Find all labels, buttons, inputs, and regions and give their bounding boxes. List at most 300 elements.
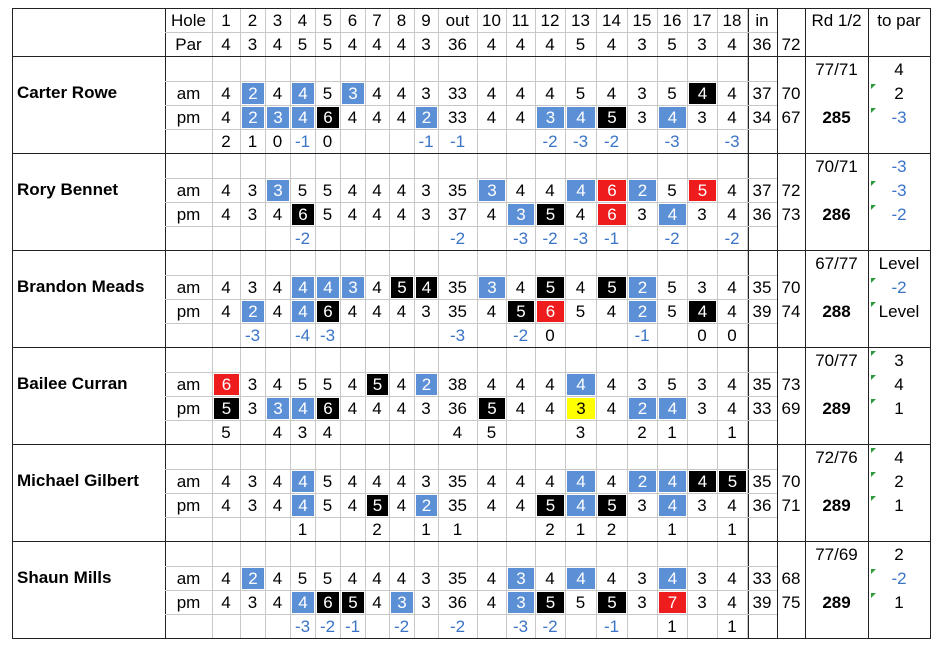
hole-score: 4 (347, 374, 358, 394)
hole-score: 6 (598, 180, 626, 201)
to-par-value: 1 (894, 592, 904, 612)
hole-score: 4 (606, 301, 617, 321)
hole-diff (365, 226, 389, 250)
hole-diff: -3 (512, 616, 529, 636)
hole-score: 4 (221, 301, 231, 321)
player-name: Bailee Curran (17, 374, 128, 393)
round-total: 68 (781, 568, 801, 588)
hole-header: Hole (171, 11, 206, 30)
hole-score: 5 (214, 398, 239, 419)
hole-diff: 1 (421, 519, 431, 539)
to-par-value: 1 (894, 398, 904, 418)
to-par-value: 2 (894, 544, 904, 564)
session-label: pm (176, 301, 201, 321)
in-total: 34 (752, 107, 772, 127)
hole-score: 4 (545, 83, 555, 103)
hole-score: 4 (727, 180, 737, 200)
hole-diff: 1 (667, 616, 677, 636)
hole-diff (535, 420, 565, 444)
hole-score: 4 (372, 180, 382, 200)
hole-score: 2 (242, 568, 264, 589)
hole-score: 3 (247, 592, 258, 612)
hole-score: 3 (697, 107, 707, 127)
hole-score: 3 (421, 204, 431, 224)
out-total: 35 (448, 277, 467, 297)
hole-diff: 1 (667, 519, 677, 539)
round-total: 70 (781, 83, 801, 103)
hole-score: 4 (396, 83, 407, 103)
hole-diff (212, 323, 240, 347)
hole-diff (477, 517, 506, 541)
par-total: 72 (781, 35, 801, 54)
round-total: 73 (781, 204, 801, 224)
hole-score: 5 (391, 277, 413, 298)
hole-score: 5 (297, 180, 308, 200)
hole-score: 4 (567, 107, 595, 128)
tournament-total: 289 (822, 592, 851, 612)
round-scores: 77/71 (815, 59, 858, 79)
hole-score: 5 (667, 301, 677, 321)
hole-score: 5 (667, 180, 677, 200)
hole-diff: -3 (244, 325, 261, 345)
hole-score: 3 (247, 398, 258, 418)
hole-diff (414, 323, 438, 347)
hole-diff (565, 614, 596, 638)
par-value: 4 (545, 35, 555, 54)
hole-score: 4 (372, 568, 382, 588)
hole-diff: -3 (572, 131, 589, 151)
hole-score: 5 (322, 495, 333, 515)
hole-score: 5 (667, 374, 677, 394)
hole-diff (340, 129, 365, 153)
hole-score: 2 (242, 301, 264, 322)
hole-score: 4 (272, 374, 283, 394)
to-par-value: Level (878, 301, 920, 321)
corner-flag-icon (871, 496, 876, 501)
hole-score: 4 (515, 495, 526, 515)
hole-number: 1 (221, 11, 231, 30)
hole-score: 4 (727, 301, 737, 321)
hole-score: 4 (347, 107, 358, 127)
hole-diff: -2 (542, 131, 558, 151)
hole-diff (240, 614, 265, 638)
hole-score: 5 (322, 180, 333, 200)
hole-score: 5 (575, 301, 586, 321)
out-total: 35 (448, 495, 467, 515)
to-par-value: 2 (894, 83, 904, 103)
hole-diff (340, 226, 365, 250)
round-total: 73 (781, 374, 801, 394)
session-label: am (176, 568, 201, 588)
hole-diff: -3 (572, 228, 589, 248)
hole-score: 4 (347, 204, 358, 224)
in-total: 37 (752, 83, 772, 103)
hole-score: 6 (598, 204, 626, 225)
hole-diff: -1 (634, 325, 650, 345)
hole-score: 5 (575, 83, 586, 103)
hole-score: 4 (292, 398, 314, 419)
hole-score: 4 (545, 568, 555, 588)
hole-number: 17 (692, 11, 712, 30)
hole-score: 6 (317, 592, 339, 613)
session-label: am (176, 471, 201, 491)
hole-score: 4 (606, 568, 617, 588)
hole-diff (365, 323, 389, 347)
hole-score: 3 (537, 107, 564, 128)
hole-diff: 2 (221, 131, 231, 151)
hole-score: 4 (515, 471, 526, 491)
hole-score: 4 (221, 107, 231, 127)
hole-score: 3 (637, 495, 647, 515)
in-total: 35 (752, 374, 772, 394)
hole-score: 3 (479, 277, 505, 298)
hole-diff: 5 (486, 422, 497, 442)
hole-score: 4 (272, 568, 283, 588)
par-value: 4 (221, 35, 231, 54)
hole-diff (315, 226, 340, 250)
hole-score: 4 (347, 301, 358, 321)
hole-score: 4 (292, 495, 314, 516)
round-total: 70 (781, 471, 801, 491)
to-par-value: -3 (891, 156, 907, 176)
hole-score: 4 (727, 277, 737, 297)
hole-diff: 1 (667, 422, 677, 442)
hole-diff: 2 (372, 519, 382, 539)
tournament-total: 289 (822, 398, 851, 418)
tournament-total: 289 (822, 495, 851, 515)
par-value: 3 (247, 35, 258, 54)
out-total: 37 (448, 204, 467, 224)
par-value: 3 (697, 35, 707, 54)
hole-diff (596, 420, 627, 444)
hole-number: 16 (662, 11, 682, 30)
hole-diff: 2 (606, 519, 617, 539)
par-value: 4 (372, 35, 382, 54)
hole-score: 2 (242, 83, 264, 104)
hole-diff (265, 226, 290, 250)
hole-number: 10 (482, 11, 501, 30)
corner-flag-icon (871, 278, 876, 283)
hole-score: 4 (515, 277, 526, 297)
hole-score: 4 (659, 204, 686, 225)
corner-flag-icon (871, 472, 876, 477)
hole-score: 2 (416, 107, 437, 128)
grid-line (930, 8, 931, 638)
hole-diff: -4 (294, 325, 311, 345)
hole-diff: -3 (664, 131, 680, 151)
player-name: Rory Bennet (17, 180, 119, 199)
hole-score: 4 (272, 204, 283, 224)
player-name: Shaun Mills (17, 568, 112, 587)
hole-score: 4 (727, 374, 737, 394)
hole-score: 5 (537, 495, 564, 516)
hole-score: 3 (479, 180, 505, 201)
out-diff: 4 (452, 422, 463, 442)
hole-score: 4 (659, 107, 686, 128)
hole-score: 4 (347, 568, 358, 588)
hole-diff (687, 517, 717, 541)
hole-score: 4 (689, 301, 716, 322)
hole-score: 4 (372, 107, 382, 127)
hole-score: 4 (727, 568, 737, 588)
hole-score: 4 (659, 495, 686, 516)
hole-score: 5 (598, 277, 626, 298)
in-total: 33 (752, 398, 772, 418)
hole-score: 5 (342, 592, 364, 613)
out-diff: -3 (449, 325, 466, 345)
out-total: 33 (448, 83, 467, 103)
out-total: 35 (448, 471, 467, 491)
hole-score: 7 (659, 592, 686, 613)
session-label: pm (176, 107, 201, 127)
hole-score: 5 (367, 495, 388, 516)
hole-number: 12 (540, 11, 560, 30)
hole-diff: 1 (575, 519, 586, 539)
to-par-header: to par (877, 11, 921, 30)
par-value: 4 (606, 35, 617, 54)
hole-score: 3 (267, 398, 289, 419)
hole-score: 4 (221, 495, 231, 515)
hole-score: 4 (567, 495, 595, 516)
hole-score: 4 (567, 374, 595, 395)
out-diff: -2 (449, 616, 466, 636)
hole-diff (477, 614, 506, 638)
hole-diff: 1 (727, 519, 737, 539)
hole-score: 5 (598, 107, 626, 128)
corner-flag-icon (871, 569, 876, 574)
in-total: 36 (752, 204, 772, 224)
hole-score: 4 (727, 83, 737, 103)
tournament-total: 285 (822, 107, 851, 127)
hole-score: 4 (515, 180, 526, 200)
hole-diff (477, 226, 506, 250)
hole-diff (477, 323, 506, 347)
hole-diff (389, 226, 414, 250)
hole-score: 4 (396, 495, 407, 515)
hole-score: 4 (396, 568, 407, 588)
hole-diff: -2 (393, 616, 410, 636)
player-name: Brandon Meads (17, 277, 145, 296)
hole-number: 15 (632, 11, 652, 30)
hole-score: 5 (322, 568, 333, 588)
hole-number: 4 (297, 11, 308, 30)
hole-score: 3 (342, 277, 364, 298)
hole-score: 3 (567, 398, 595, 419)
hole-score: 4 (221, 471, 231, 491)
hole-score: 5 (667, 83, 677, 103)
hole-diff (240, 420, 265, 444)
hole-number: 9 (421, 11, 431, 30)
hole-diff: 2 (637, 422, 647, 442)
hole-score: 3 (247, 374, 258, 394)
hole-diff: -2 (542, 228, 558, 248)
hole-score: 4 (221, 204, 231, 224)
hole-score: 4 (486, 374, 497, 394)
par-header: Par (175, 35, 202, 54)
in-total: 39 (752, 592, 772, 612)
round-total: 69 (781, 398, 801, 418)
hole-score: 4 (486, 495, 497, 515)
rounds-header: Rd 1/2 (811, 11, 862, 30)
hole-score: 5 (575, 592, 586, 612)
hole-score: 4 (292, 83, 314, 104)
player-name: Carter Rowe (17, 83, 118, 102)
hole-score: 4 (272, 83, 283, 103)
round-total: 71 (781, 495, 801, 515)
in-total: 33 (752, 568, 772, 588)
hole-score: 3 (637, 374, 647, 394)
par-value: 5 (575, 35, 586, 54)
hole-score: 2 (629, 277, 656, 298)
hole-score: 4 (659, 471, 686, 492)
hole-score: 3 (267, 107, 289, 128)
hole-score: 4 (515, 107, 526, 127)
hole-score: 3 (697, 204, 707, 224)
hole-score: 4 (347, 495, 358, 515)
hole-diff: 1 (247, 131, 258, 151)
hole-score: 4 (396, 374, 407, 394)
hole-diff (365, 129, 389, 153)
hole-score: 5 (598, 495, 626, 516)
hole-diff: -2 (542, 616, 558, 636)
hole-score: 4 (372, 83, 382, 103)
corner-flag-icon (871, 375, 876, 380)
hole-score: 4 (727, 495, 737, 515)
hole-score: 3 (697, 568, 707, 588)
round-scores: 77/69 (815, 544, 858, 564)
hole-score: 4 (372, 301, 382, 321)
hole-score: 3 (508, 568, 534, 589)
hole-score: 3 (697, 592, 707, 612)
hole-score: 5 (297, 568, 308, 588)
par-in: 36 (752, 35, 772, 54)
hole-diff: -1 (418, 131, 434, 151)
hole-diff (265, 614, 290, 638)
hole-score: 3 (421, 568, 431, 588)
hole-diff (687, 226, 717, 250)
hole-score: 4 (272, 495, 283, 515)
to-par-value: 4 (894, 447, 904, 467)
hole-score: 4 (292, 277, 314, 298)
hole-diff: -1 (603, 228, 620, 248)
hole-score: 4 (727, 592, 737, 612)
hole-score: 4 (396, 398, 407, 418)
hole-score: 4 (372, 277, 382, 297)
session-label: am (176, 83, 201, 103)
hole-score: 3 (637, 204, 647, 224)
hole-diff (506, 517, 535, 541)
hole-score: 5 (689, 180, 716, 201)
hole-score: 4 (486, 568, 497, 588)
hole-diff: -3 (294, 616, 311, 636)
hole-diff (265, 517, 290, 541)
hole-score: 4 (396, 301, 407, 321)
hole-number: 2 (247, 11, 258, 30)
hole-score: 4 (486, 204, 497, 224)
player-name: Michael Gilbert (17, 471, 139, 490)
hole-score: 3 (508, 204, 534, 225)
hole-score: 4 (292, 471, 314, 492)
hole-diff: 0 (322, 131, 333, 151)
hole-diff: 0 (545, 325, 555, 345)
hole-score: 4 (486, 301, 497, 321)
hole-score: 4 (515, 398, 526, 418)
hole-score: 4 (317, 277, 339, 298)
hole-diff (565, 323, 596, 347)
hole-score: 3 (421, 301, 431, 321)
hole-score: 5 (297, 374, 308, 394)
hole-diff (212, 614, 240, 638)
hole-score: 5 (322, 374, 333, 394)
session-label: pm (176, 204, 201, 224)
grid-line (12, 638, 931, 639)
hole-diff: 1 (727, 616, 737, 636)
round-total: 74 (781, 301, 801, 321)
hole-score: 4 (727, 204, 737, 224)
hole-score: 6 (537, 301, 564, 322)
par-value: 4 (486, 35, 497, 54)
par-value: 4 (727, 35, 737, 54)
in-total: 36 (752, 495, 772, 515)
hole-score: 3 (421, 83, 431, 103)
hole-diff: -3 (319, 325, 336, 345)
hole-score: 4 (372, 471, 382, 491)
hole-diff (365, 614, 389, 638)
hole-score: 4 (347, 398, 358, 418)
hole-diff: -2 (512, 325, 529, 345)
hole-score: 3 (637, 83, 647, 103)
session-label: pm (176, 495, 201, 515)
hole-score: 3 (697, 374, 707, 394)
hole-diff (315, 517, 340, 541)
hole-diff (414, 420, 438, 444)
hole-score: 3 (247, 495, 258, 515)
hole-score: 4 (486, 107, 497, 127)
hole-score: 4 (545, 398, 555, 418)
hole-diff: 4 (322, 422, 333, 442)
hole-score: 5 (537, 277, 564, 298)
hole-score: 4 (292, 301, 314, 322)
corner-flag-icon (871, 181, 876, 186)
to-par-value: 2 (894, 471, 904, 491)
corner-flag-icon (871, 84, 876, 89)
hole-diff (506, 420, 535, 444)
hole-score: 3 (508, 592, 534, 613)
hole-score: 5 (537, 204, 564, 225)
hole-score: 4 (575, 204, 586, 224)
hole-score: 3 (421, 180, 431, 200)
out-total: 36 (448, 592, 467, 612)
corner-flag-icon (871, 302, 876, 307)
par-value: 5 (297, 35, 308, 54)
hole-number: 5 (322, 11, 333, 30)
round-scores: 67/77 (815, 253, 858, 273)
hole-number: 8 (396, 11, 407, 30)
hole-score: 5 (598, 592, 626, 613)
hole-diff (365, 420, 389, 444)
out-diff: -1 (449, 131, 466, 151)
hole-diff (240, 226, 265, 250)
out-total: 35 (448, 568, 467, 588)
hole-diff (389, 517, 414, 541)
session-label: am (176, 180, 201, 200)
hole-score: 2 (416, 495, 437, 516)
hole-score: 4 (347, 471, 358, 491)
hole-score: 3 (637, 592, 647, 612)
hole-diff (389, 129, 414, 153)
hole-score: 4 (396, 471, 407, 491)
hole-number: 11 (511, 11, 530, 30)
